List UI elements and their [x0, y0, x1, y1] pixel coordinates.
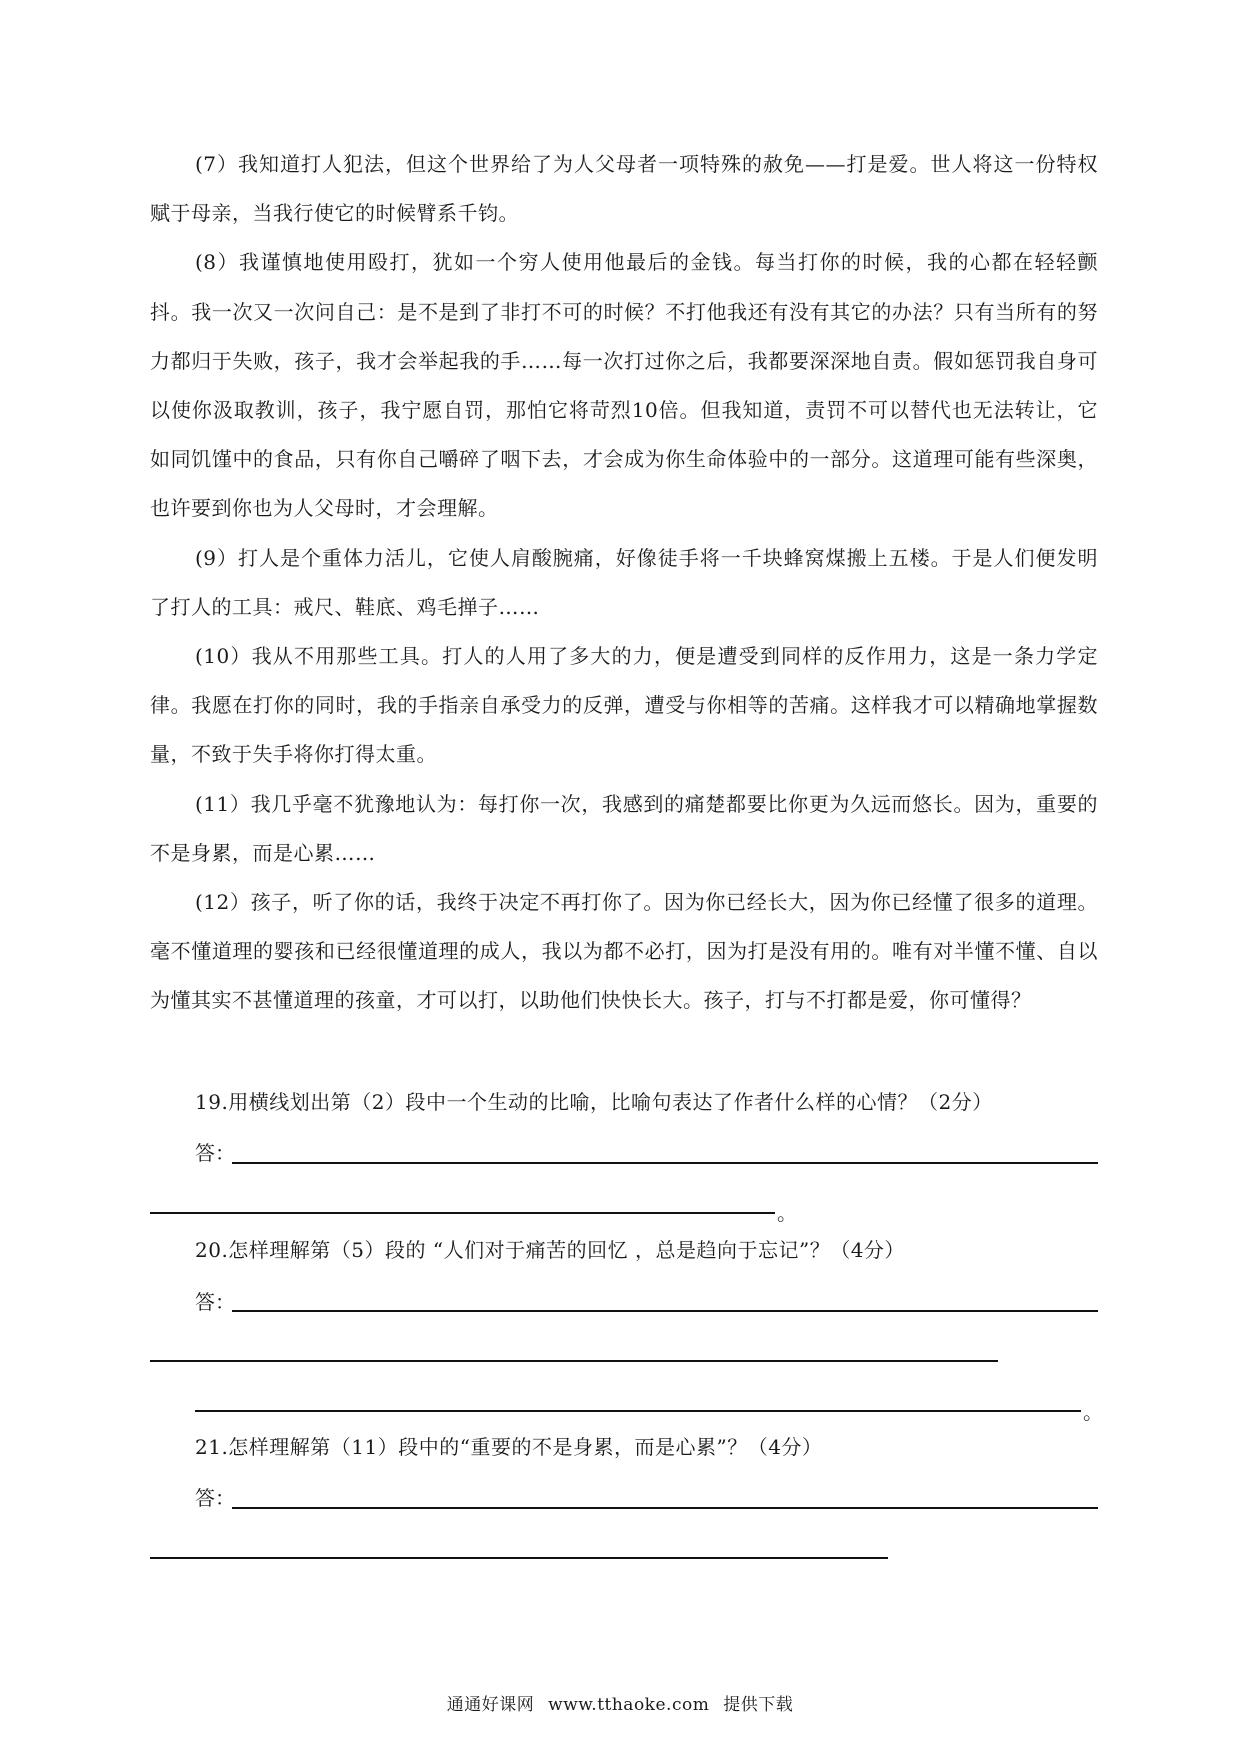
footer-site-name: 通通好课网: [446, 1695, 535, 1715]
footer-url[interactable]: www.tthaoke.com: [548, 1695, 710, 1715]
end-mark-19: 。: [777, 1201, 797, 1225]
paragraph-10: (10）我从不用那些工具。打人的人用了多大的力，便是遭受到同样的反作用力，这是一条力学定律。我愿在打你的同时，我的手指亲自承受力的反弹，遭受与你相等的苦痛。这样我才可以精确地掌握数量，不致于失手将你打得太重。: [150, 644, 1098, 767]
answer-label-19: 答：: [195, 1141, 235, 1165]
answer-line-19b[interactable]: [150, 1212, 775, 1214]
answer-line-20a[interactable]: [232, 1310, 1098, 1312]
question-20: 20.怎样理解第（5）段的 “人们对于痛苦的回忆 ，总是趋向于忘记”？（4分）: [195, 1238, 905, 1262]
paragraph-9: (9）打人是个重体力活儿，它使人肩酸腕痛，好像徒手将一千块蜂窝煤搬上五楼。于是人们便发明了打人的工具：戒尺、鞋底、鸡毛掸子……: [150, 545, 1098, 619]
paragraph-12: (12）孩子，听了你的话，我终于决定不再打你了。因为你已经长大，因为你已经懂了很多的道理。毫不懂道理的婴孩和已经很懂道理的成人，我以为都不必打，因为打是没有用的。唯有对半懂不懂、自以为懂其实不甚懂道理的孩童，才可以打，以助他们快快长大。孩子，打与不打都是爱，你可懂得？: [150, 890, 1098, 1013]
paragraph-7: (7）我知道打人犯法，但这个世界给了为人父母者一项特殊的赦免——打是爱。世人将这一份特权赋于母亲，当我行使它的时候臂系千钧。: [150, 152, 1098, 226]
end-mark-20: 。: [1083, 1400, 1103, 1424]
answer-line-19a[interactable]: [232, 1162, 1098, 1164]
question-19: 19.用横线划出第（2）段中一个生动的比喻，比喻句表达了作者什么样的心情？（2分）: [195, 1090, 993, 1114]
page-footer: [0, 1690, 1240, 1715]
paragraph-8: (8）我谨慎地使用殴打，犹如一个穷人使用他最后的金钱。每当打你的时候，我的心都在轻轻颤抖。我一次又一次问自己：是不是到了非打不可的时候？不打他我还有没有其它的办法？只有当所有的努力都归于失败，孩子，我才会举起我的手……每一次打过你之后，我都要深深地自责。假如惩罚我自身可以使你汲取教训，孩子，我宁愿自罚，那怕它将苛烈10倍。但我知道，责罚不可以替代也无法转让，它如同饥馑中的食品，只有你自己嚼碎了咽下去，才会成为你生命体验中的一部分。这道理可能有些深奥，也许要到你也为人父母时，才会理解。: [150, 250, 1098, 521]
paragraph-11: (11）我几乎毫不犹豫地认为：每打你一次，我感到的痛楚都要比你更为久远而悠长。因为，重要的不是身累，而是心累……: [150, 791, 1098, 865]
reading-passage: [150, 140, 1098, 1026]
answer-line-21a[interactable]: [232, 1507, 1098, 1509]
answer-line-20b[interactable]: [150, 1360, 998, 1362]
answer-label-21: 答：: [195, 1486, 235, 1510]
question-21: 21.怎样理解第（11）段中的“重要的不是身累，而是心累”？（4分）: [195, 1435, 823, 1459]
answer-label-20: 答：: [195, 1290, 235, 1314]
footer-suffix: 提供下载: [723, 1695, 794, 1715]
answer-line-21b[interactable]: [150, 1557, 888, 1559]
answer-line-20c[interactable]: [195, 1410, 1081, 1412]
